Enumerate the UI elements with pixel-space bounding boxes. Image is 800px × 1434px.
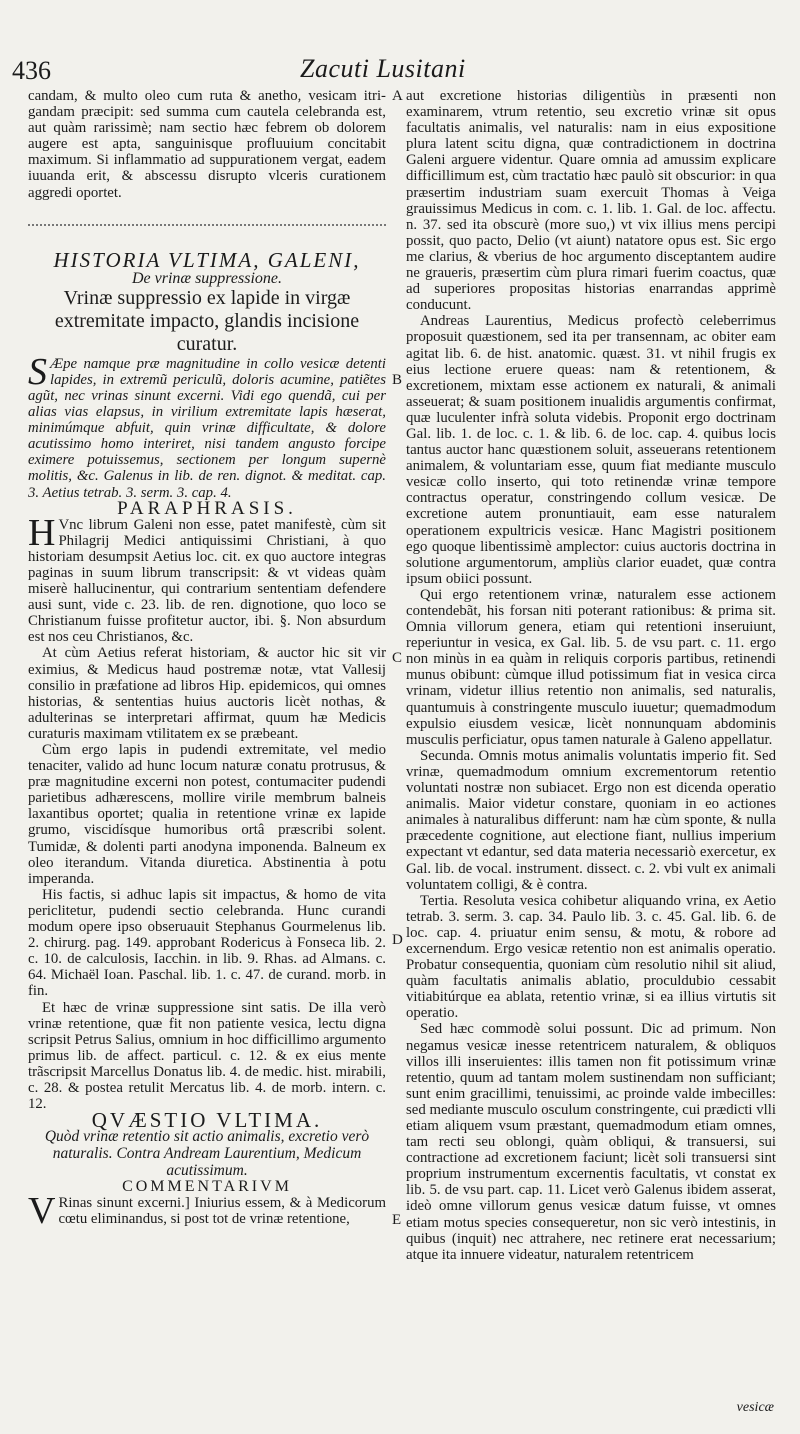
paraphrasis-paragraph-5: Et hæc de vrinæ suppressione sint satis. De illa verò vrinæ retentione, quæ fit non patiente vesica, lectu digna scripsit Petrus Salius, omnium in hoc difficillimo argumento primus lib. de affect. particul. c. 12. & ex eius mente trãscripsit Marcellus Donatus lib. 4. de medic. hist. mirabili, c. 28. & postea retulit Mercatus lib. 4. de morb. intern. c. 12.	[28, 999, 386, 1113]
paraphrasis-paragraph-2: At cùm Aetius referat historiam, & auctor hic sit vir eximius, & Medicus haud postremæ notæ, vtat Vallesij consilio in præfatione ad libros Hip. epidemicos, qui omnes historias, & sententias huius auctoris licèt nothas, & adulterinas se interpretari affirmat, quum hæ Medicis curaturis maximam vtilitatem ex se præbeant.	[28, 645, 386, 742]
case-paragraph	[28, 350, 386, 501]
commentarium-heading: COMMENTARIVM	[122, 1178, 292, 1196]
right-paragraph-5: Tertia. Resoluta vesica cohibetur aliquando vrina, ex Aetio tetrab. 3. serm. 3. cap. 34. Paulo lib. 3. c. 45. Gal. lib. 6. de loc. cap. 4. priuatur enim sensu, & motu, & robore ad excernendum. Ergo vesicæ retentio non est animalis operatio. Probatur consequentia, quoniam cùm resolutio nihil sit aliud, quàm facultatis animalis ablatio, proculdubio cessabit vitiabitúrque ea ablata, retentio vrinæ, si ea illius virtutis sit operatio.	[406, 892, 776, 1022]
section-divider	[28, 224, 386, 226]
catchword: vesicæ	[736, 1400, 774, 1415]
running-head	[0, 50, 800, 90]
right-column	[406, 88, 776, 1263]
running-title: Zacuti Lusitani	[300, 54, 466, 83]
history-subtitle: De vrinæ suppressione.	[131, 269, 283, 287]
history-title: HISTORIA VLTIMA, GALENI,	[53, 247, 361, 272]
case-title: Vrinæ suppressio ex lapide in virgæ extremitate impacto, glandis incisione curatur.	[54, 286, 360, 355]
margin-letter: E	[392, 1212, 402, 1228]
paraphrasis-paragraph-4: His factis, si adhuc lapis sit impactus, & homo de vita periclitetur, pudendi sectio celebranda. Hunc curandi modum opere ipso obseruauit Stephanus Gourmelenus lib. 2. chirurg. pag. 149. approbant Rodericus à Fonseca lib. 2. c. 10. de calculosis, Iacchin. in lib. 9. Rhas. ad Almans. c. 64. Michaël Ioan. Paschal. lib. 1. c. 47. de curand. morb. in fin.	[28, 886, 386, 1000]
paraphrasis-paragraph-1	[28, 511, 386, 646]
margin-letter: A	[392, 88, 403, 104]
commentarium-text: Rinas sinunt excerni.] Iniurius essem, & à Medicorum cœtu eliminandus, si post tot de vrinæ retentione,	[58, 1195, 386, 1228]
left-column	[28, 88, 386, 1233]
right-paragraph-2: Andreas Laurentius, Medicus profectò celeberrimus proposuit quæstionem, sed ita per transennam, ac obiter eam agitat lib. 6. de hist. anatomic. quæst. 31. vt nihil frugis ex eius lectione eruere queas: nam & retentionem, & excretionem, mixtam esse actionem ex naturali, & animali asseuerat; & suam positionem inualidis argumentis confirmat, quæ luculenter infrà soluta videbis. Proponit ergo doctrinam Gal. lib. 1. de loc. c. 1. & lib. 6. de loc. cap. 4. quibus locis tantus auctor hanc quæstionem soluit, asseuerans retentionem animalem, & voluntariam esse, quum fiat mediante musculo vesicæ collo inserto, qui toto retinendæ vrinæ tempore contractus operatur, constringendo collum vesicæ. De excretione autem pronuntiauit, eam esse naturalem operationem expultricis vesicæ. Hanc Magistri positionem ego quoque libentissimè amplector: cuius auctoris doctrina in solutione argumentorum, ampliùs clarior euadet, quæ contra ipsum obiici possunt.	[406, 313, 776, 587]
right-paragraph-3: Qui ergo retentionem vrinæ, naturalem esse actionem contendebãt, his forsan niti poterant rationibus: & prima sit. Omnia villorum genera, etiam qui retentioni inseruiunt, reperiuntur in vesica, ex Gal. lib. 5. de vsu part. c. 11. ergo non minùs in ea quàm in reliquis corporis partibus, retinendi munus obibunt: cùmque illud potissimum fiat in vesica circa vrinam, videtur illius retentio non animalis, sed naturalis, quantumuis à constringente musculo iuuetur; quemadmodum expulsio eiusdem vesicæ, licèt nonnunquam abdominis musculis perficiatur, opus tamen naturale à Galeno appellatur.	[406, 586, 776, 748]
margin-letter: B	[392, 372, 403, 388]
right-paragraph-1: aut excretione historias diligentiùs in præsenti non examinarem, vtrum retentio, seu excretio vrinæ sit opus facultatis animalis, vel naturalis: nam in eius expositione plura latent scitu digna, quæ contradictionem in doctrina Galeni arguere videntur. Quare omnia ad amussim explicare difficillimum est, cùm tractatio hæc paulò sit obscurior: in qua præsertim industriam suam exercuit Thomas à Veiga grauissimus Medicus in com. c. 1. lib. 1. Gal. de loc. affectu. n. 37. sed ita obscurè (more suo,) vt vix illius mens percipi possit, quo pacto, Delio (vt aiunt) natatore opus est. Sic ergo me clarius, & vberius de hoc argumento disceptantem audire ne graueris, præsertim cùm plura rimari fuerim coactus, quæ ad superiores propositas historias enarrandas apprimè conducunt.	[406, 88, 776, 314]
intro-paragraph: candam, & multo oleo cum ruta & anetho, vesicam itri-gandam præcipit: sed summa cum cautela celebranda est, aut quàm rarissimè; nam sectio hæc febrem ob dolorem augere est apta, sanguinisque profluuium concitabit maximum. Si inflammatio ad suppurationem vergat, eadem iuuanda erit, & abscessu disrupto vlceris curationem aggredi oportet.	[28, 88, 386, 201]
drop-cap: H	[28, 511, 56, 554]
right-paragraph-4: Secunda. Omnis motus animalis voluntatis imperio fit. Sed vrinæ, quemadmodum omnium excrementorum retentio voluntati nostræ non subiacet. Ergo non est dicenda operatio animalis. Maior videtur constare, quoniam in eo actiones animales à naturalibus differunt: nam hæ cùm sponte, & nulla præcedente cognitione, aut electione fiant, nullius imperium expectant vt edantur, sed data materia necessariò exercetur, ex Gal. lib. de vocal. instrument. dissect. c. 2. vbi vult ex animali voluntatem colligi, & è contra.	[406, 747, 776, 893]
commentarium-paragraph	[28, 1190, 386, 1233]
question-subtitle: Quòd vrinæ retentio sit actio animalis, excretio verò naturalis. Contra Andream Laurentium, Medicum acutissimum.	[44, 1128, 370, 1180]
case-text: Æpe namque præ magnitudine in collo vesicæ detenti lapides, in extremũ periculũ, doloris acumine, patiẽtes agũt, nec vrinas sinunt excerni. Vidi ego quendã, cui per alias vias elapsus, in virilium extremitate lapis hæserat, minimúmque abfuit, quin vrinæ difficultate, & dolore acutissimo homo interiret, nisi tandem angusto forcipe eximere potuissemus, sectionem per longum supernè molitis, &c. Galenus in lib. de ren. dignot. & meditat. cap. 3. Aetius tetrab. 3. serm. 3. cap. 4.	[28, 355, 386, 501]
drop-cap: S	[28, 350, 47, 393]
margin-letter: D	[392, 932, 403, 948]
paraphrasis-text-1: Vnc librum Galeni non esse, patet manifestè, cùm sit Philagrij Medici antiquissimi Christiani, à quo historiam desumpsit Aetius loc. cit. ex quo auctore integras paginas in suum librum transcripsit: & vt videas quàm miserè hallucinentur, qui contrarium sententiam defendere ausi sunt, vide c. 23. lib. de ren. dignotione, quo loco se Christianum fuisse profitetur auctor, ibi. §. Non absurdum est nos ceu Christianos, &c.	[28, 516, 386, 646]
question-title: QVÆSTIO VLTIMA.	[91, 1108, 323, 1133]
margin-letter: C	[392, 650, 403, 666]
page-number: 436	[12, 56, 51, 85]
paraphrasis-heading: PARAPHRASIS.	[117, 497, 297, 519]
right-paragraph-6: Sed hæc commodè solui possunt. Dic ad primum. Non negamus vesicæ inesse retentricem naturalem, & obliquos villos illi inseruientes: illis tamen non fit potissimum vrinæ retentio, quum ad tantam molem sustinendam non sufficiant; sunt enim gracillimi, tenuissimi, ac proinde valde imbecilles: sed mediante musculo osculum constringente, cui prædicti vlli etiam aliquem vsum præstant, quemadmodum etiam omnes, tam recti seu oblongi, quàm obliqui, & transuersi, sui contractione ad excretionem faciunt; licèt soli transuersi sint proprium instrumentum excernentis facultatis, vt constat ex lib. 5. de vsu part. cap. 11. Licet verò Galenus ibidem asserat, ideò omne villorum genus vesicæ datum fuisse, vt omnes etiam motus species consequeretur, non sic verò intestinis, in quibus (inquit) nec attrahere, nec retinere erat necessarium; atque ita innuere videatur, naturalem retentricem	[406, 1021, 776, 1263]
paraphrasis-paragraph-3: Cùm ergo lapis in pudendi extremitate, vel medio tenaciter, valido ad hunc locum naturæ conatu protrusus, & præ magnitudine excerni non potest, contumaciter pudendi parietibus adhærescens, mollire virile membrum balneis laxantibus oportet; qualia in retentione vrinæ ex lapide grumo, viscidísque humoribus ortâ præscribi solent. Tumidæ, & dolenti parti anodyna imponenda. Balneum ex oleo iterandum. Vitanda diuretica. Abstinentia à potu imperanda.	[28, 742, 386, 887]
drop-cap: V	[28, 1190, 56, 1233]
